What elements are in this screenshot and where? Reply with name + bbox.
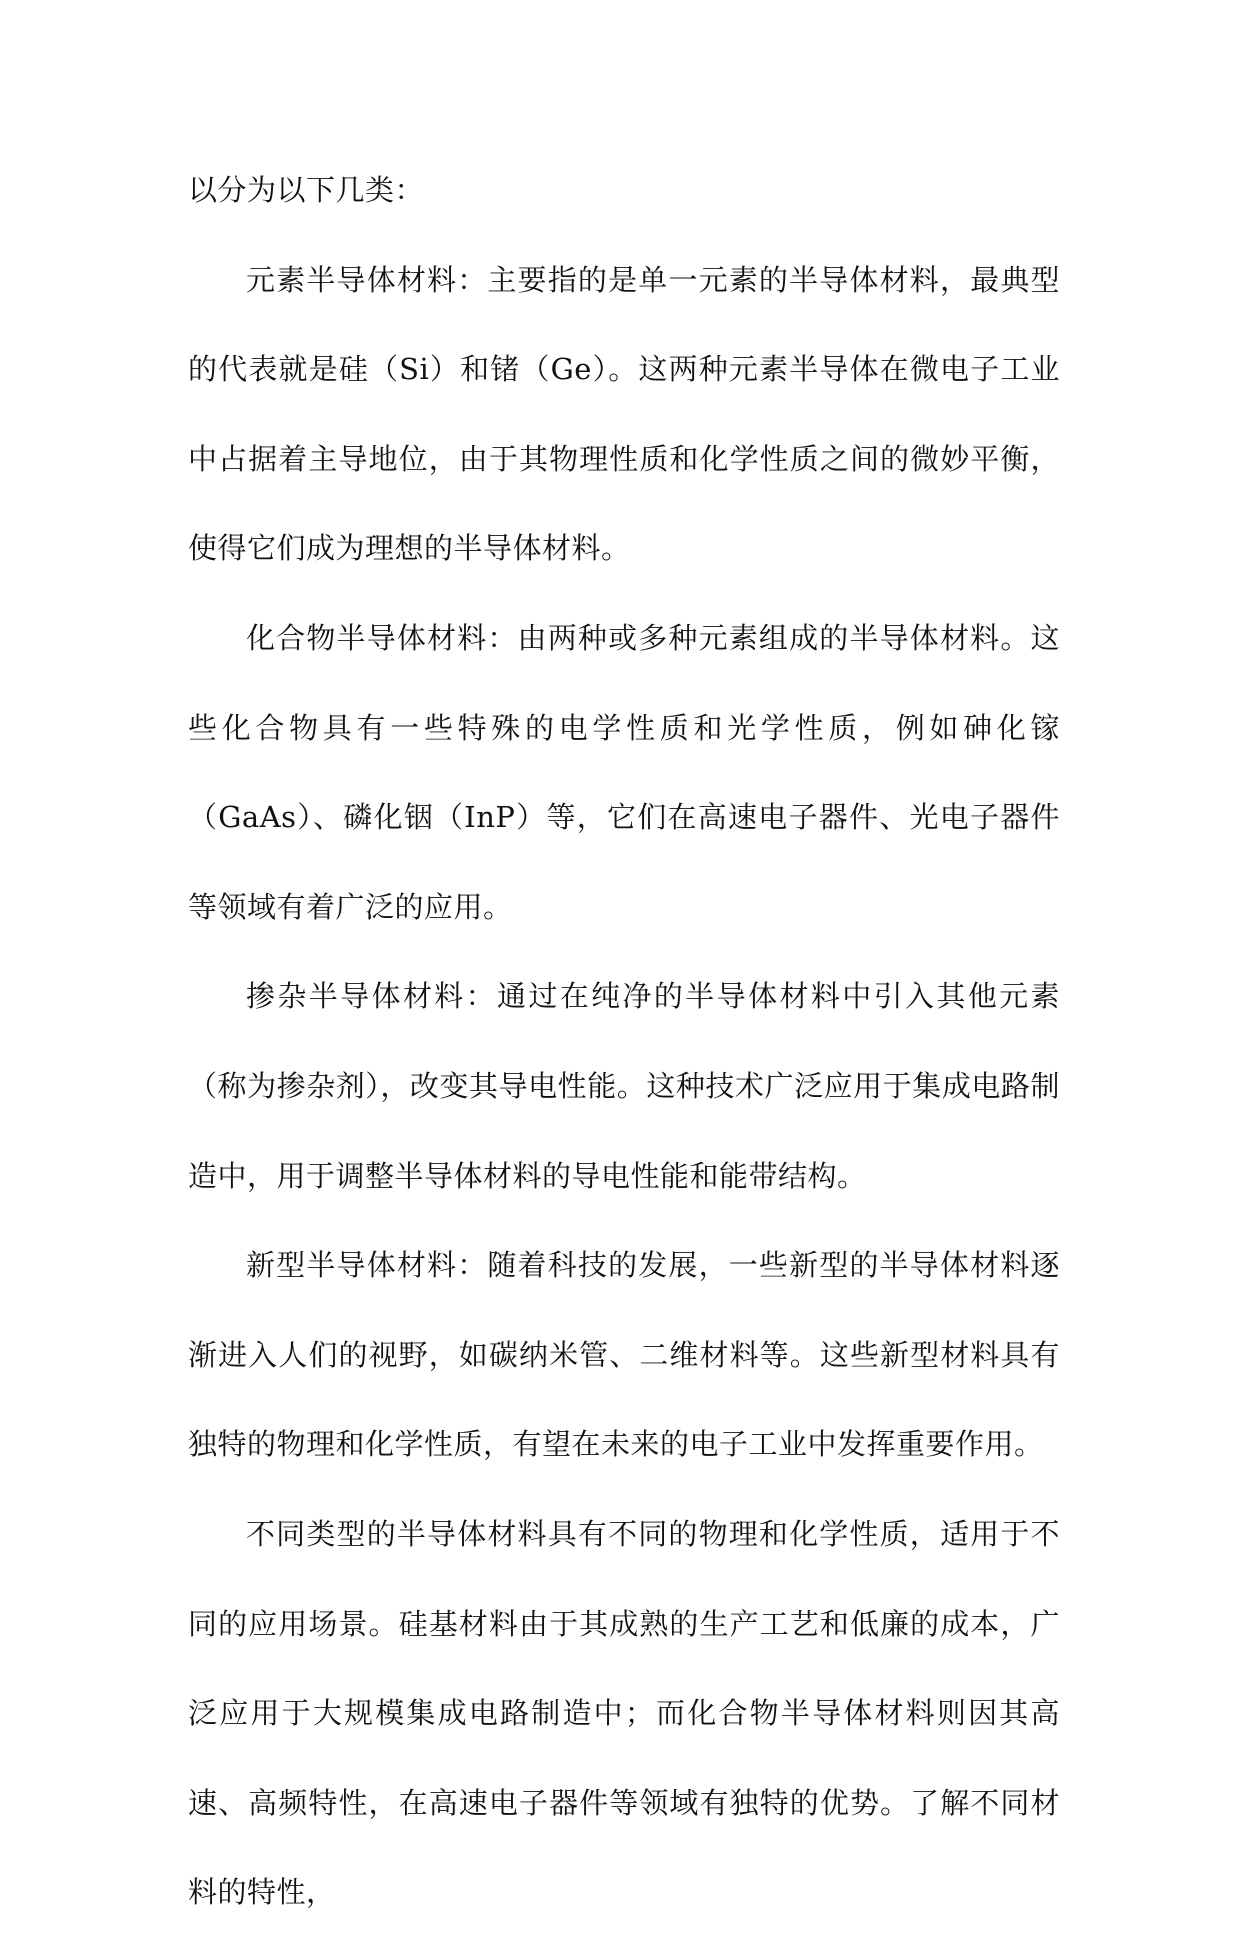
paragraph-doped-semiconductors: 掺杂半导体材料：通过在纯净的半导体材料中引入其他元素（称为掺杂剂），改变其导电性能。这种技术广泛应用于集成电路制造中，用于调整半导体材料的导电性能和能带结构。 (188, 979, 1060, 1193)
paragraph-continuation: 以分为以下几类： (188, 173, 425, 207)
paragraph-elemental-semiconductors: 元素半导体材料：主要指的是单一元素的半导体材料，最典型的代表就是硅（Si）和锗（Ge）。这两种元素半导体在微电子工业中占据着主导地位，由于其物理性质和化学性质之间的微妙平衡，使得它们成为理想的半导体材料。 (188, 262, 1060, 566)
body-text (188, 146, 1060, 1938)
paragraph-new-semiconductors: 新型半导体材料：随着科技的发展，一些新型的半导体材料逐渐进入人们的视野，如碳纳米管、二维材料等。这些新型材料具有独特的物理和化学性质，有望在未来的电子工业中发挥重要作用。 (188, 1248, 1060, 1462)
paragraph-compound-semiconductors: 化合物半导体材料：由两种或多种元素组成的半导体材料。这些化合物具有一些特殊的电学性质和光学性质，例如砷化镓（GaAs）、磷化铟（InP）等，它们在高速电子器件、光电子器件等领域有着广泛的应用。 (188, 620, 1060, 924)
paragraph-comparison: 不同类型的半导体材料具有不同的物理和化学性质，适用于不同的应用场景。硅基材料由于其成熟的生产工艺和低廉的成本，广泛应用于大规模集成电路制造中；而化合物半导体材料则因其高速、高频特性，在高速电子器件等领域有独特的优势。了解不同材料的特性， (188, 1516, 1060, 1910)
